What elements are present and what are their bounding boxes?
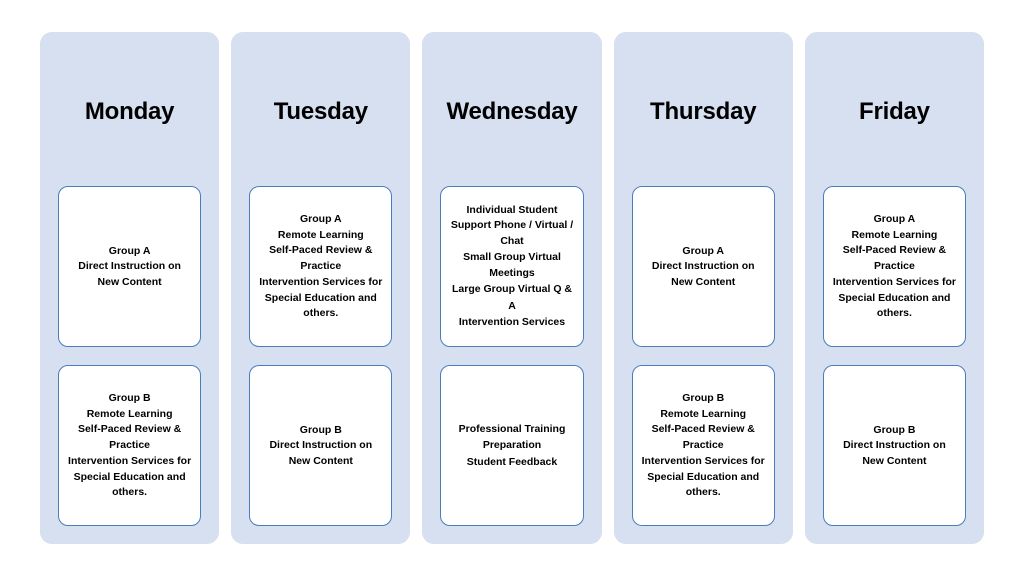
card-line: Intervention Services for Special Education and others. xyxy=(259,275,383,320)
day-column-friday[interactable] xyxy=(805,32,984,544)
card-line: Large Group Virtual Q & A xyxy=(452,283,572,312)
schedule-card[interactable] xyxy=(823,186,966,347)
card-line: Self-Paced Review & Practice xyxy=(77,423,182,452)
card-line: Preparation xyxy=(482,439,542,452)
schedule-card[interactable] xyxy=(249,365,392,526)
card-line: Student Feedback xyxy=(466,455,558,468)
card-line: Intervention Services for Special Education and others. xyxy=(832,275,956,320)
day-title: Friday xyxy=(859,98,930,125)
day-cards xyxy=(58,186,201,526)
day-columns xyxy=(40,32,984,544)
card-line: Group A xyxy=(682,244,725,257)
day-cards xyxy=(632,186,775,526)
card-line: Group A xyxy=(873,212,916,225)
schedule-card[interactable] xyxy=(58,365,201,526)
card-line: Remote Learning xyxy=(277,229,364,242)
card-line: Self-Paced Review & Practice xyxy=(842,244,947,273)
schedule-card[interactable] xyxy=(58,186,201,347)
day-title: Thursday xyxy=(649,98,757,125)
card-line: Intervention Services for Special Education and others. xyxy=(68,454,192,499)
card-line: Direct Instruction on New Content xyxy=(269,438,373,467)
day-column-monday[interactable] xyxy=(40,32,219,544)
card-line: Direct Instruction on New Content xyxy=(651,259,755,288)
card-line: Individual Student Support Phone / Virtual / Chat xyxy=(450,203,574,248)
card-line: Group A xyxy=(300,212,342,225)
card-line: Group B xyxy=(299,423,342,436)
day-cards xyxy=(249,186,392,526)
card-line: Intervention Services for Special Education and others. xyxy=(641,454,765,499)
day-column-wednesday[interactable] xyxy=(422,32,601,544)
schedule-card[interactable] xyxy=(632,365,775,526)
card-line: Self-Paced Review & Practice xyxy=(269,244,373,273)
card-line: Remote Learning xyxy=(851,229,938,242)
day-column-tuesday[interactable] xyxy=(231,32,410,544)
card-line: Intervention Services xyxy=(458,316,566,328)
card-line: Direct Instruction on New Content xyxy=(78,259,181,288)
day-title: Monday xyxy=(84,98,175,125)
card-line: Self-Paced Review & Practice xyxy=(651,423,755,452)
card-line: Small Group Virtual Meetings xyxy=(463,250,561,279)
schedule-card[interactable] xyxy=(823,365,966,526)
card-line: Group A xyxy=(108,244,151,257)
card-line: Group B xyxy=(682,391,725,404)
day-title: Wednesday xyxy=(446,98,578,125)
schedule-card[interactable] xyxy=(632,186,775,347)
card-line: Direct Instruction on New Content xyxy=(843,438,946,467)
card-line: Group B xyxy=(108,391,151,404)
card-line: Remote Learning xyxy=(660,408,747,421)
card-line: Remote Learning xyxy=(86,408,173,421)
card-line: Professional Training xyxy=(458,423,566,436)
day-cards xyxy=(440,186,583,526)
day-cards xyxy=(823,186,966,526)
schedule-card[interactable] xyxy=(440,186,583,347)
day-column-thursday[interactable] xyxy=(614,32,793,544)
card-line: Group B xyxy=(873,423,916,436)
schedule-card[interactable] xyxy=(440,365,583,526)
day-title: Tuesday xyxy=(273,98,368,125)
schedule-card[interactable] xyxy=(249,186,392,347)
